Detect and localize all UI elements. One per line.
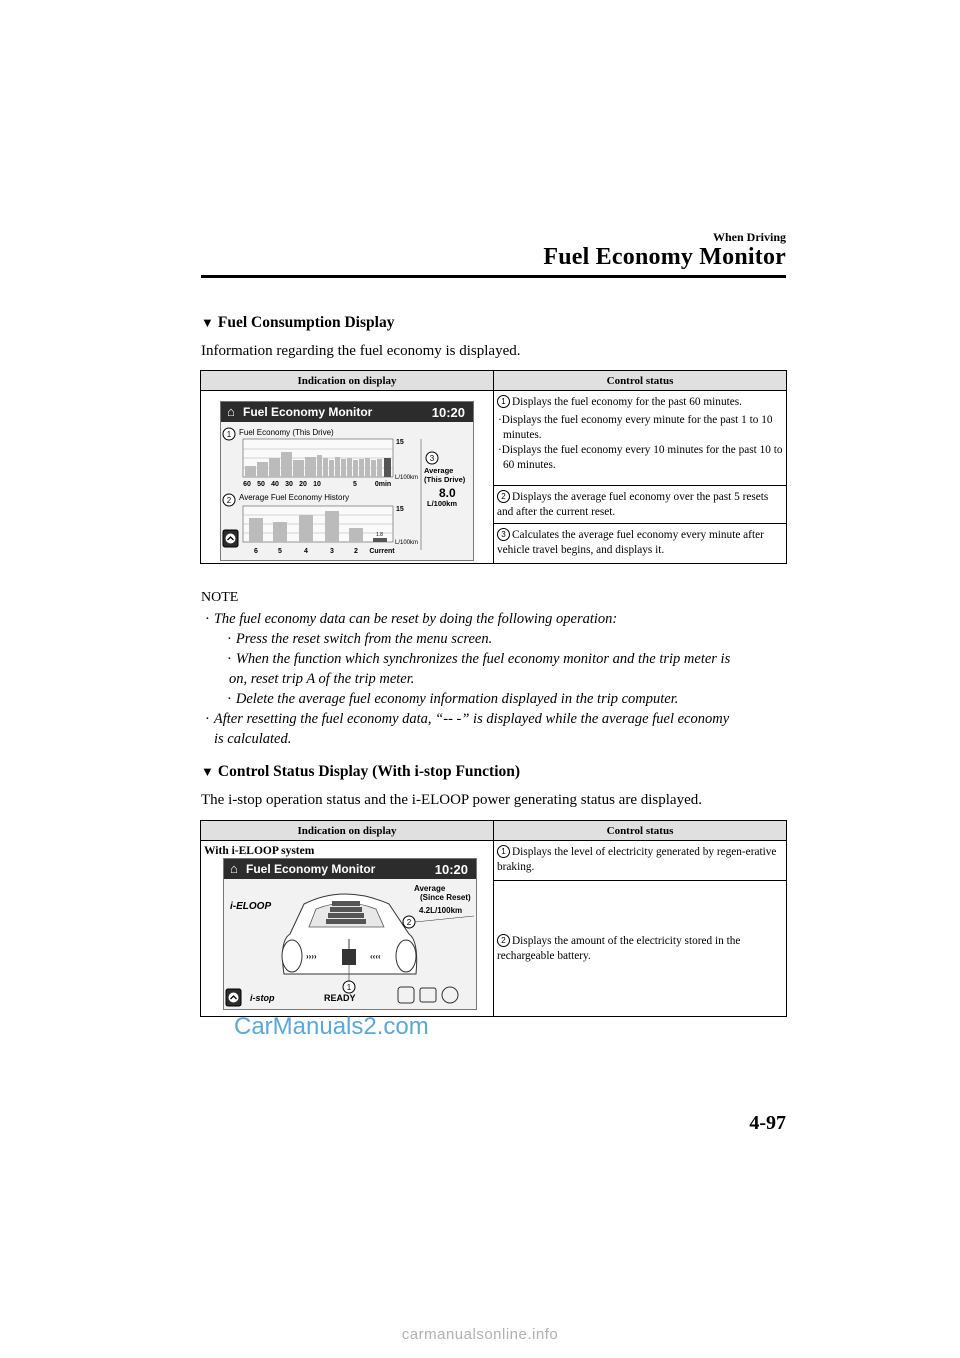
graph2-tick: 2 xyxy=(354,548,358,555)
table-header-control: Control status xyxy=(494,371,787,391)
marker-2-icon: 2 xyxy=(497,490,510,503)
graph1-tick: 60 xyxy=(243,481,251,488)
marker-1-label: 1 xyxy=(226,430,232,439)
page-number: 4-97 xyxy=(749,1112,786,1134)
graph1-bar xyxy=(329,460,334,477)
ieloop-screen-cell xyxy=(201,841,494,1017)
control-status-row-2: 2 Displays the average fuel economy over the past 5 resets and after the current reset. xyxy=(494,486,787,524)
left-wheel xyxy=(282,940,302,972)
graph2-bar xyxy=(273,522,287,542)
average-value: 8.0 xyxy=(439,486,456,500)
graph1-current-bar xyxy=(384,458,391,477)
graph1-bar xyxy=(305,457,316,477)
engine-status-icon xyxy=(398,987,414,1003)
fuel-consumption-table xyxy=(200,370,787,564)
section-title: Fuel Economy Monitor xyxy=(543,244,786,270)
average-label: Average xyxy=(424,466,454,475)
battery-icon xyxy=(342,949,356,965)
note-label: NOTE xyxy=(201,590,239,605)
graph2-scale-top: 15 xyxy=(396,506,404,513)
table-header-control: Control status xyxy=(494,821,787,841)
graph1-bar xyxy=(365,458,370,477)
note-line: on, reset trip A of the trip meter. xyxy=(229,671,415,687)
energy-block xyxy=(332,901,360,906)
header-rule xyxy=(201,275,786,278)
watermark-text: CarManuals2.com xyxy=(234,1013,429,1040)
control-status-intro: The i-stop operation status and the i-ELOOP power generating status are displayed. xyxy=(201,792,702,808)
fuel-graphs xyxy=(221,422,473,559)
graph1-scale-top: 15 xyxy=(396,439,404,446)
screen-clock: 10:20 xyxy=(434,862,468,877)
graph1-tick: 5 xyxy=(353,481,357,488)
control-status-row-3: 3 Calculates the average fuel economy every minute after vehicle travel begins, and displays it. xyxy=(494,524,787,564)
graph1-tick: 20 xyxy=(299,481,307,488)
flow-arrows-right-icon: ‹‹‹‹ xyxy=(370,952,381,961)
graph2-label: Average Fuel Economy History xyxy=(239,493,350,502)
graph2-tick: 6 xyxy=(254,548,258,555)
control-status-row-2: 2 Displays the amount of the electricity stored in the rechargeable battery. xyxy=(494,881,787,1017)
graph1-bar xyxy=(269,458,280,477)
row-label: With i-ELOOP system xyxy=(204,845,315,857)
graph2-current-bar xyxy=(373,538,387,542)
graph1-bar xyxy=(371,460,376,477)
note-line: When the function which synchronizes the fuel economy monitor and the trip meter is xyxy=(235,651,731,667)
screen-header xyxy=(221,402,473,422)
graph1-unit: L/100km xyxy=(395,475,419,481)
graph1-bar xyxy=(341,459,346,477)
control-status-row-1: 1 Displays the level of electricity generated by regen-erative braking. xyxy=(494,841,787,881)
graph1-bar xyxy=(281,452,292,477)
note-line: Press the reset switch from the menu screen. xyxy=(235,631,493,647)
heading-marker-icon: ▼ xyxy=(201,764,214,779)
graph1-bar xyxy=(245,466,256,477)
screen-title: Fuel Economy Monitor xyxy=(243,405,373,419)
footer-url: carmanualsonline.info xyxy=(401,1326,559,1343)
screen-title: Fuel Economy Monitor xyxy=(246,862,376,876)
energy-block xyxy=(330,907,362,912)
ieloop-diagram xyxy=(224,879,476,1008)
graph1-label: Fuel Economy (This Drive) xyxy=(239,428,334,437)
note-body: · The fuel economy data can be reset by doing the following operation: · Press the reset switch from the menu screen. · When the function which synchronizes the fuel economy monitor and the trip meter is on, reset trip A of the trip meter. · Delete the average fuel economy information displayed in the trip computer. · After resetting the fuel economy data, “-- -” is displayed while the average fuel economy is calculated. xyxy=(205,611,731,747)
graph2-tick: 3 xyxy=(330,548,334,555)
graph1-bar xyxy=(293,460,304,477)
graph1-bar xyxy=(335,457,340,477)
graph1-bar xyxy=(377,459,382,477)
average-sublabel: (This Drive) xyxy=(424,475,466,484)
graph1-bar xyxy=(347,458,352,477)
section-label: When Driving xyxy=(712,230,786,244)
graph2-small-value: 1.8 xyxy=(376,532,383,538)
graph1-tick: 10 xyxy=(313,481,321,488)
graph1-bar xyxy=(359,459,364,477)
fuel-monitor-screen-cell xyxy=(201,391,494,564)
energy-block xyxy=(328,913,364,918)
marker-3-label: 3 xyxy=(429,454,435,463)
energy-block xyxy=(326,919,366,924)
marker-2-label: 2 xyxy=(226,496,232,505)
chevron-up-icon xyxy=(226,534,236,544)
graph1-bar xyxy=(317,455,322,477)
graph2-bar xyxy=(325,511,339,542)
control-status-table xyxy=(200,820,787,1017)
graph2-tick: Current xyxy=(369,548,395,555)
note-line: After resetting the fuel economy data, “-- -” is displayed while the average fuel economy xyxy=(213,711,730,727)
average-unit: L/100km xyxy=(427,499,458,508)
ieloop-screen xyxy=(223,858,477,1010)
graph1-bar xyxy=(323,458,328,477)
average-label: Average xyxy=(414,884,446,893)
average-value: 4.2 xyxy=(419,906,431,915)
bullet-item: ·Displays the fuel economy every minute for the past 1 to 10 minutes. xyxy=(498,414,773,441)
graph1-tick: 50 xyxy=(257,481,265,488)
control-status-heading: ▼ Control Status Display (With i-stop Function) xyxy=(201,763,521,780)
marker-3-icon: 3 xyxy=(497,528,510,541)
home-icon: ⌂ xyxy=(230,861,238,876)
bullet-item: ·Displays the fuel economy every 10 minutes for the past 10 to 60 minutes. xyxy=(498,444,783,471)
marker-1-label: 1 xyxy=(346,983,352,992)
table-header-indication: Indication on display xyxy=(201,821,494,841)
marker-2-label: 2 xyxy=(406,918,412,927)
graph2-bar xyxy=(249,518,263,542)
istop-label: i-stop xyxy=(250,993,275,1003)
fuel-consumption-intro: Information regarding the fuel economy is displayed. xyxy=(201,343,521,359)
marker-1-icon: 1 xyxy=(497,845,510,858)
note-line: Delete the average fuel economy information displayed in the trip computer. xyxy=(235,691,679,707)
control-status-row-1: 1 Displays the fuel economy for the past 60 minutes. ·Displays the fuel economy every minute for the past 1 to 10 minutes. ·Displays the fuel economy every 10 minutes for the past 10 to 60 minutes. xyxy=(494,391,787,486)
right-wheel xyxy=(396,940,416,972)
graph1-tick: 0min xyxy=(374,481,392,488)
graph2-bar xyxy=(349,528,363,542)
average-unit: L/100km xyxy=(430,906,463,915)
graph2-tick: 4 xyxy=(304,548,308,555)
marker-1-icon: 1 xyxy=(497,395,510,408)
fuel-monitor-screen xyxy=(220,401,474,561)
steering-status-icon xyxy=(442,987,458,1003)
screen-clock: 10:20 xyxy=(431,405,465,420)
flow-arrows-left-icon: ›››› xyxy=(306,952,317,961)
chevron-up-icon xyxy=(229,993,239,1003)
graph2-tick: 5 xyxy=(278,548,282,555)
note-line: The fuel economy data can be reset by doing the following operation: xyxy=(213,611,618,627)
marker-2-leader xyxy=(415,916,474,922)
svg-text:4.2L/100km xyxy=(419,906,462,915)
ieloop-label: i-ELOOP xyxy=(230,901,272,912)
heading-marker-icon: ▼ xyxy=(201,315,214,330)
graph1-bar xyxy=(257,462,268,477)
graph2-unit: L/100km xyxy=(395,540,419,546)
marker-2-icon: 2 xyxy=(497,934,510,947)
fuel-consumption-heading: ▼ Fuel Consumption Display xyxy=(201,314,395,331)
average-sublabel: (Since Reset) xyxy=(420,893,471,902)
ready-label: READY xyxy=(324,993,356,1003)
graph1-tick: 40 xyxy=(271,481,279,488)
graph1-bar xyxy=(353,460,358,477)
screen-header xyxy=(224,859,476,879)
graph2-bar xyxy=(299,515,313,542)
home-icon: ⌂ xyxy=(227,404,235,419)
battery-status-icon xyxy=(420,988,436,1002)
graph1-tick: 30 xyxy=(285,481,293,488)
note-line: is calculated. xyxy=(214,731,292,747)
table-header-indication: Indication on display xyxy=(201,371,494,391)
